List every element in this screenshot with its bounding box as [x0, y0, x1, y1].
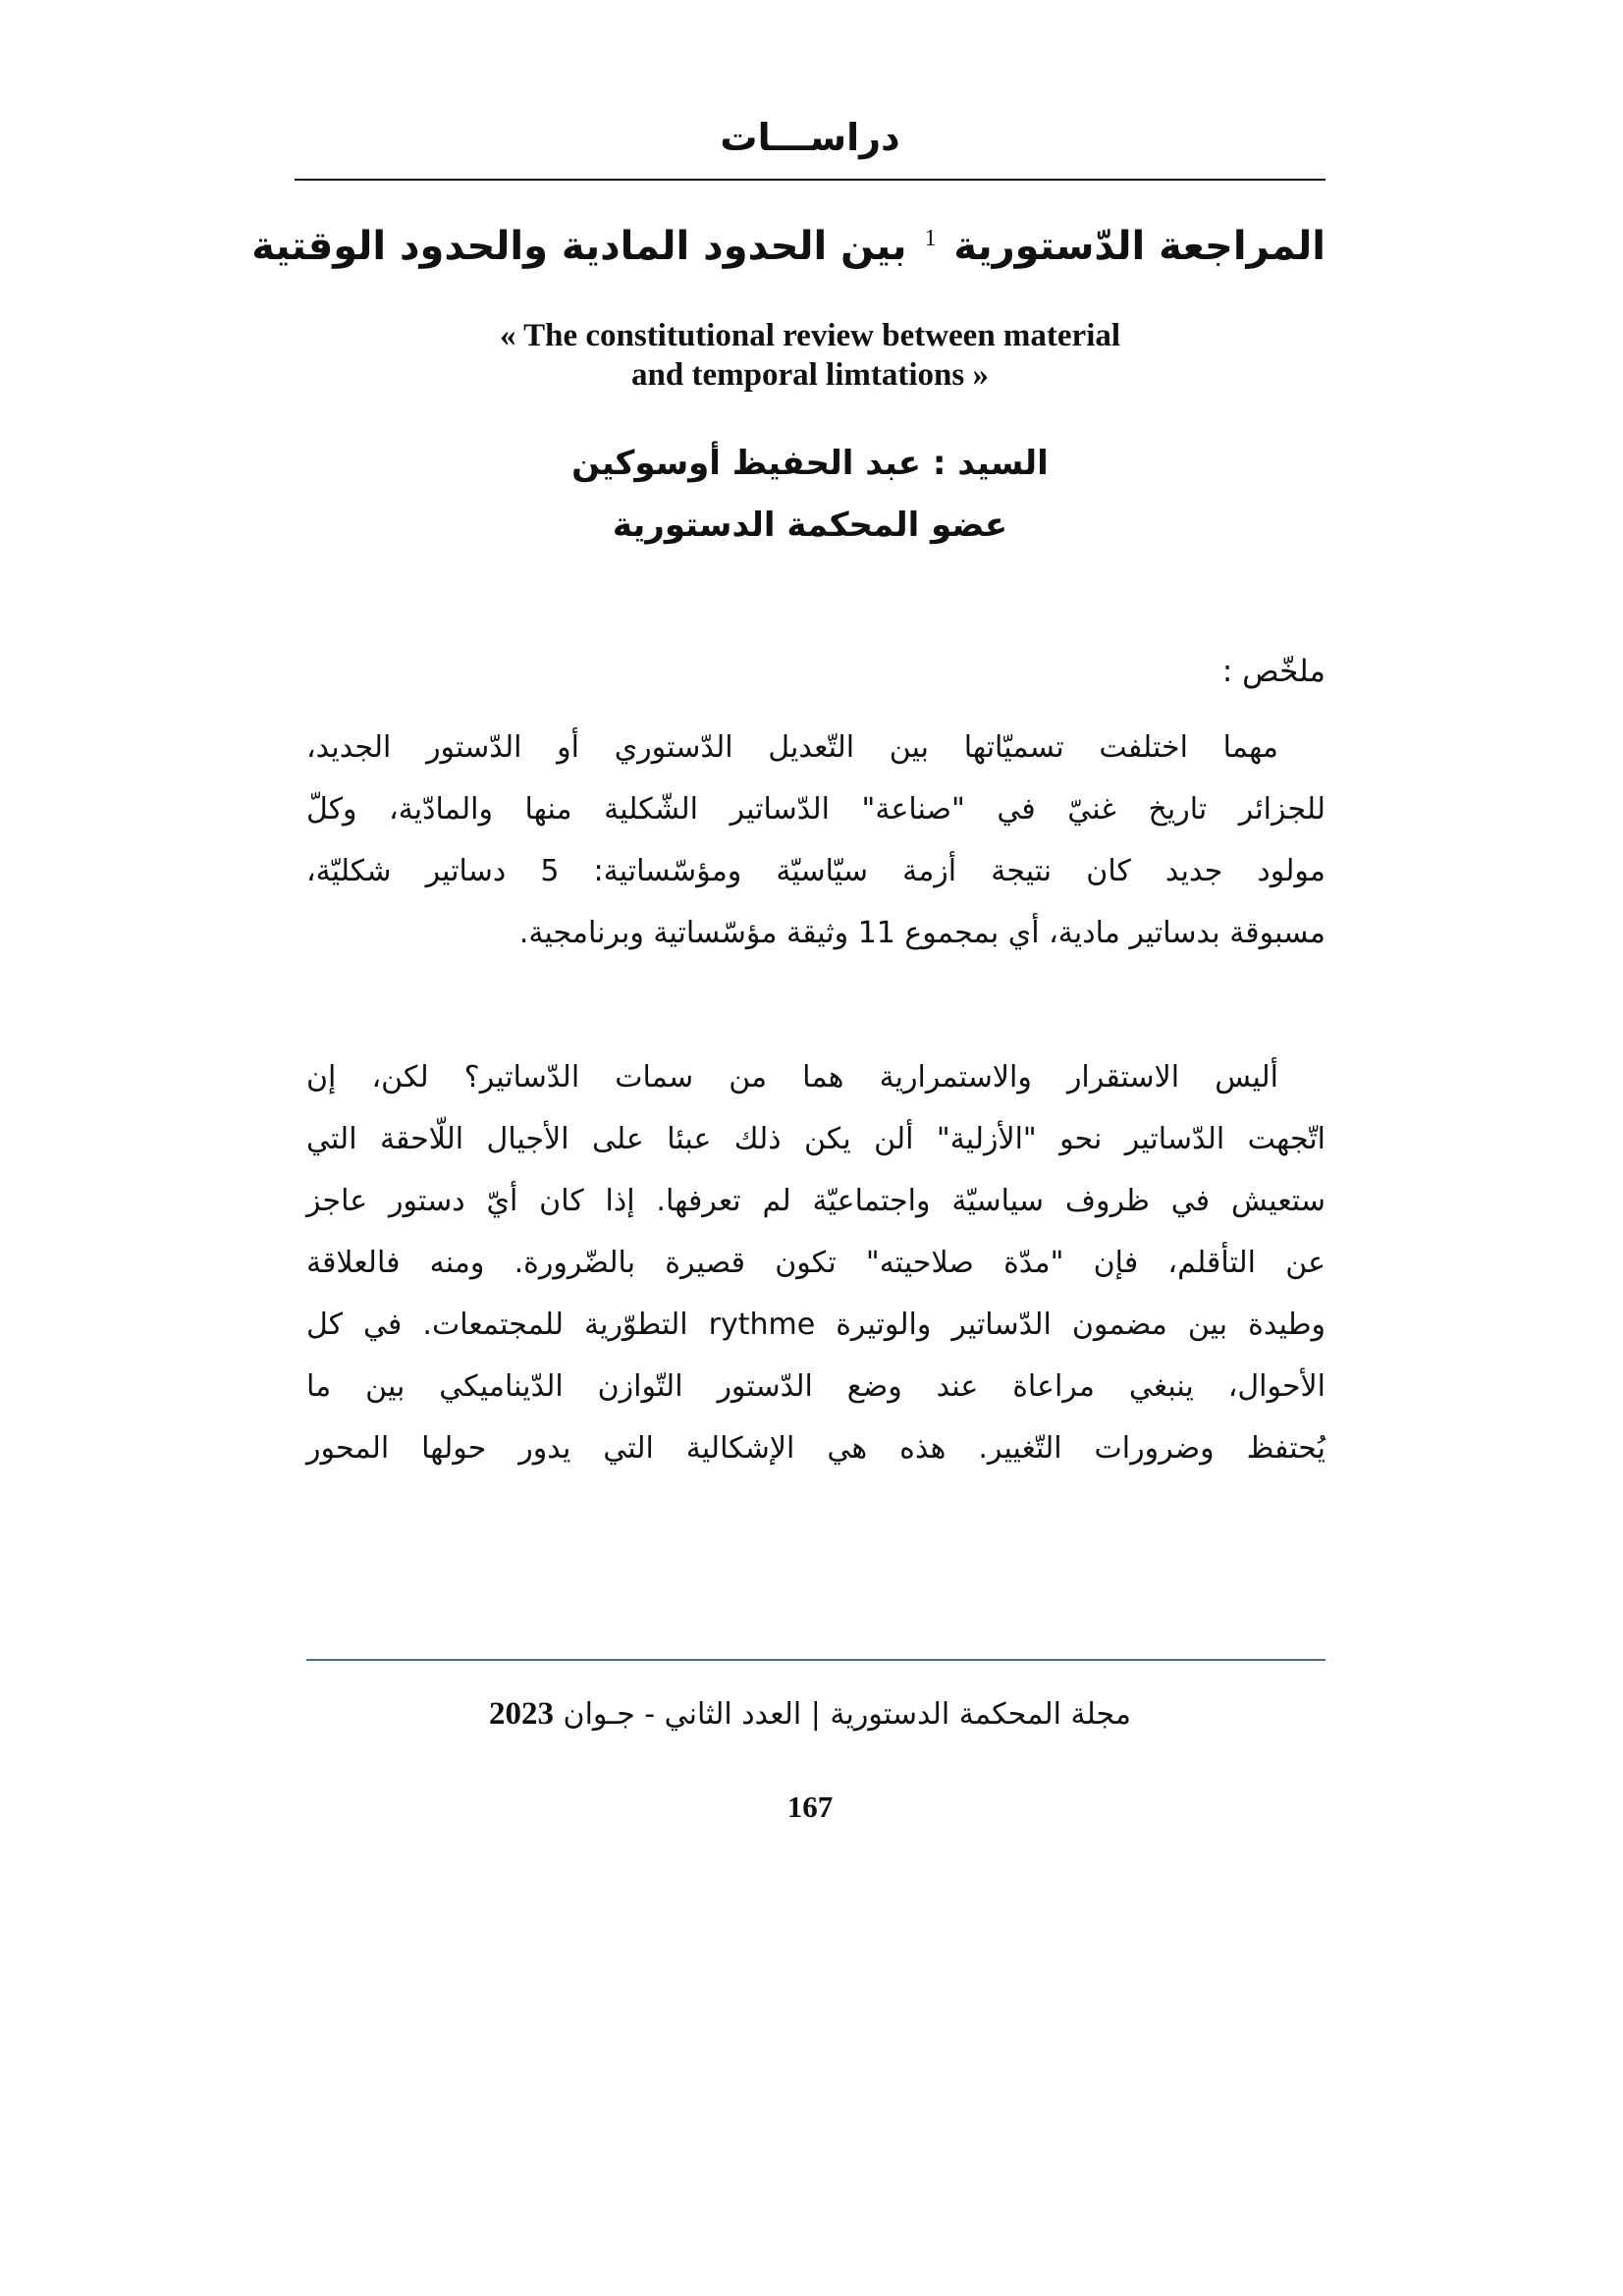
abstract-paragraph-1 [306, 717, 1325, 964]
title-part-1: المراجعة الدّستورية [953, 224, 1325, 269]
abstract-heading: ملخّص : [1221, 654, 1325, 689]
paragraph-line: الأحوال، ينبغي مراعاة عند وضع الدّستور التّوازن الدّيناميكي بين ما [306, 1369, 1325, 1404]
article-title-english [295, 316, 1325, 395]
english-title-line-1: « The constitutional review between material [499, 318, 1121, 353]
journal-footer [295, 1696, 1325, 1733]
footnote-marker[interactable]: 1 [924, 225, 937, 251]
english-title-line-2: and temporal limtations » [631, 357, 989, 393]
paragraph-line: يُحتفظ وضرورات التّغيير. هذه هي الإشكالية التي يدور حولها المحور [306, 1431, 1325, 1466]
paragraph-line: وطيدة بين مضمون الدّساتير والوتيرة rythme التطوّرية للمجتمعات. في كل [306, 1308, 1325, 1342]
paragraph-line: أليس الاستقرار والاستمرارية هما من سمات الدّساتير؟ لكن، إن [306, 1060, 1278, 1095]
paragraph-line: عن التأقلم، فإن "مدّة صلاحيته" تكون قصيرة بالضّرورة. ومنه فالعلاقة [306, 1246, 1325, 1280]
page-number: 167 [786, 1789, 834, 1824]
journal-year: 2023 [489, 1696, 554, 1732]
paragraph-line: ستعيش في ظروف سياسيّة واجتماعيّة لم تعرفها. إذا كان أيّ دستور عاجز [306, 1184, 1325, 1218]
section-header: دراســـات [720, 116, 900, 159]
paragraph-line: مولود جديد كان نتيجة أزمة سيّاسيّة ومؤسّساتية: 5 دساتير شكليّة، [306, 854, 1325, 888]
author-name: السيد : عبد الحفيظ أوسوكين [571, 444, 1049, 483]
author-affiliation: عضو المحكمة الدستورية [612, 506, 1008, 545]
paragraph-line: مهما اختلفت تسميّاتها بين التّعديل الدّستوري أو الدّستور الجديد، [306, 730, 1278, 765]
paragraph-line: اتّجهت الدّساتير نحو "الأزلية" ألن يكن ذلك عبئا على الأجيال اللّاحقة التي [306, 1122, 1325, 1156]
journal-name: مجلة المحكمة الدستورية | العدد الثاني - جـوان [563, 1697, 1131, 1732]
footer-divider [306, 1659, 1325, 1661]
article-title-arabic [251, 224, 1325, 269]
abstract-paragraph-2 [306, 1046, 1325, 1479]
header-divider [295, 179, 1325, 181]
paragraph-line: للجزائر تاريخ غنيّ في "صناعة" الدّساتير الشّكلية منها والمادّية، وكلّ [306, 792, 1325, 827]
paragraph-line: مسبوقة بدساتير مادية، أي بمجموع 11 وثيقة مؤسّساتية وبرنامجية. [518, 916, 1325, 950]
title-part-2: بين الحدود المادية والحدود الوقتية [251, 224, 907, 269]
